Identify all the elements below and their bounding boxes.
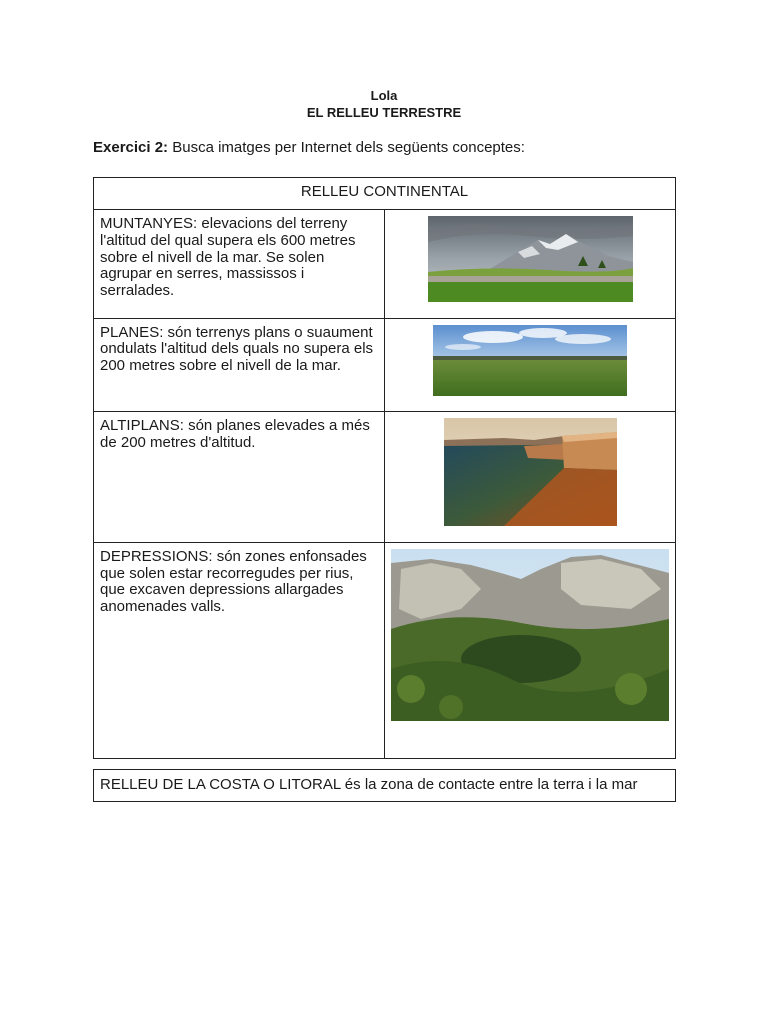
row-description: ALTIPLANS: són planes elevades a més de 200 metres d'altitud. [94, 412, 385, 543]
row-image-cell [385, 210, 676, 319]
row-image-cell [385, 412, 676, 543]
row-description: DEPRESSIONS: són zones enfonsades que solen estar recorregudes per rius, que excaven depressions allargades anomenades valls. [94, 542, 385, 758]
row-description: PLANES: són terrenys plans o suaument ondulats l'altitud dels quals no supera els 200 metres sobre el nivell de la mar. [94, 318, 385, 412]
table-row [94, 210, 676, 319]
row-image-cell [385, 542, 676, 758]
coastal-relief-box: RELLEU DE LA COSTA O LITORAL és la zona de contacte entre la terra i la mar [93, 769, 676, 802]
table-row [94, 412, 676, 543]
exercise-text: Busca imatges per Internet dels següents conceptes: [168, 139, 525, 156]
plain-photo [433, 325, 627, 401]
row-image-cell [385, 318, 676, 412]
continental-relief-table [93, 177, 676, 759]
table-heading: RELLEU CONTINENTAL [94, 178, 676, 210]
exercise-instruction [93, 139, 525, 156]
row-description: MUNTANYES: elevacions del terreny l'altitud del qual supera els 600 metres sobre el nivell de la mar. Se solen agrupar en serres, massissos i serralades. [94, 210, 385, 319]
mountain-photo [428, 216, 633, 307]
page-title: EL RELLEU TERRESTRE [306, 105, 462, 120]
depression-photo [391, 549, 669, 726]
plateau-photo [444, 418, 617, 531]
table-row [94, 542, 676, 758]
table-row [94, 318, 676, 412]
student-name: Lola [370, 88, 398, 103]
exercise-label: Exercici 2: [93, 139, 169, 156]
